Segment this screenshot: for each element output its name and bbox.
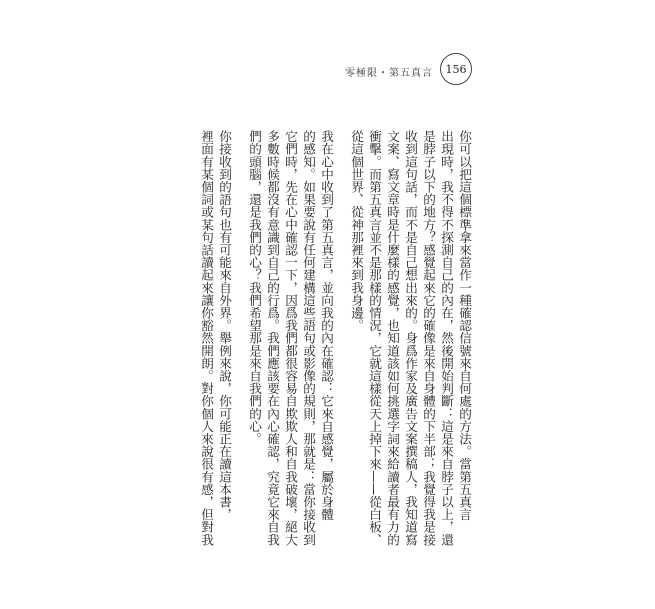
text-column: 出現時，我不得不探測自己的內在，然後開始判斷：這是來自脖子以上，還 [439, 130, 454, 546]
text-column: 你接收到的語句也有可能來自外界。舉例來說，你可能正在讀這本書， [217, 130, 232, 521]
text-column: 從這個世界、從神那裡來到我身邊。 [349, 130, 364, 332]
text-column: 裡面有某個詞或某句話讀起來讓你豁然開朗。對你個人來說很有感，但對我 [199, 130, 214, 546]
text-column: 的感知。如果要說有任何建構這些語句或影像的規則，那就是：當你接收到 [301, 130, 316, 546]
text-column: 你可以把這個標準拿來當作一種確認信號來自何處的方法。當第五真言 [457, 130, 472, 521]
text-column: 們的頭腦，還是我們的心？我們希望那是來自我們的心。 [247, 130, 262, 445]
text-column: 衝擊。而第五真言並不是那樣的情況，它就這樣從天上掉下來——從白板、 [367, 130, 382, 546]
page-number: 156 [440, 53, 472, 85]
running-head: 零極限・第五真言 [345, 68, 433, 79]
text-column: 文案、寫文章時是什麼樣的感覺，也知道該如何挑選字詞來給讀者最有力的 [385, 130, 400, 546]
text-column: 收到這句話，而不是自己想出來的。身爲作家及廣告文案撰稿人，我知道寫 [403, 130, 418, 546]
text-column: 多數時候都沒有意識到自己的行爲。我們應該要在內心確認，究竟它來自我 [265, 130, 280, 546]
text-column: 它們時，先在心中確認一下，因爲我們都很容易自欺欺人和自我破壞，絕大 [283, 130, 298, 546]
text-column: 我在心中收到了第五真言，並向我的內在確認：它來自感覺，屬於身體 [319, 130, 334, 521]
body-text [175, 130, 470, 590]
paragraph-gap [234, 130, 242, 590]
paragraph-gap [336, 130, 344, 590]
text-column: 是脖子以下的地方？感覺起來它的確像是來自身體的下半部；我覺得我是接 [421, 130, 436, 546]
